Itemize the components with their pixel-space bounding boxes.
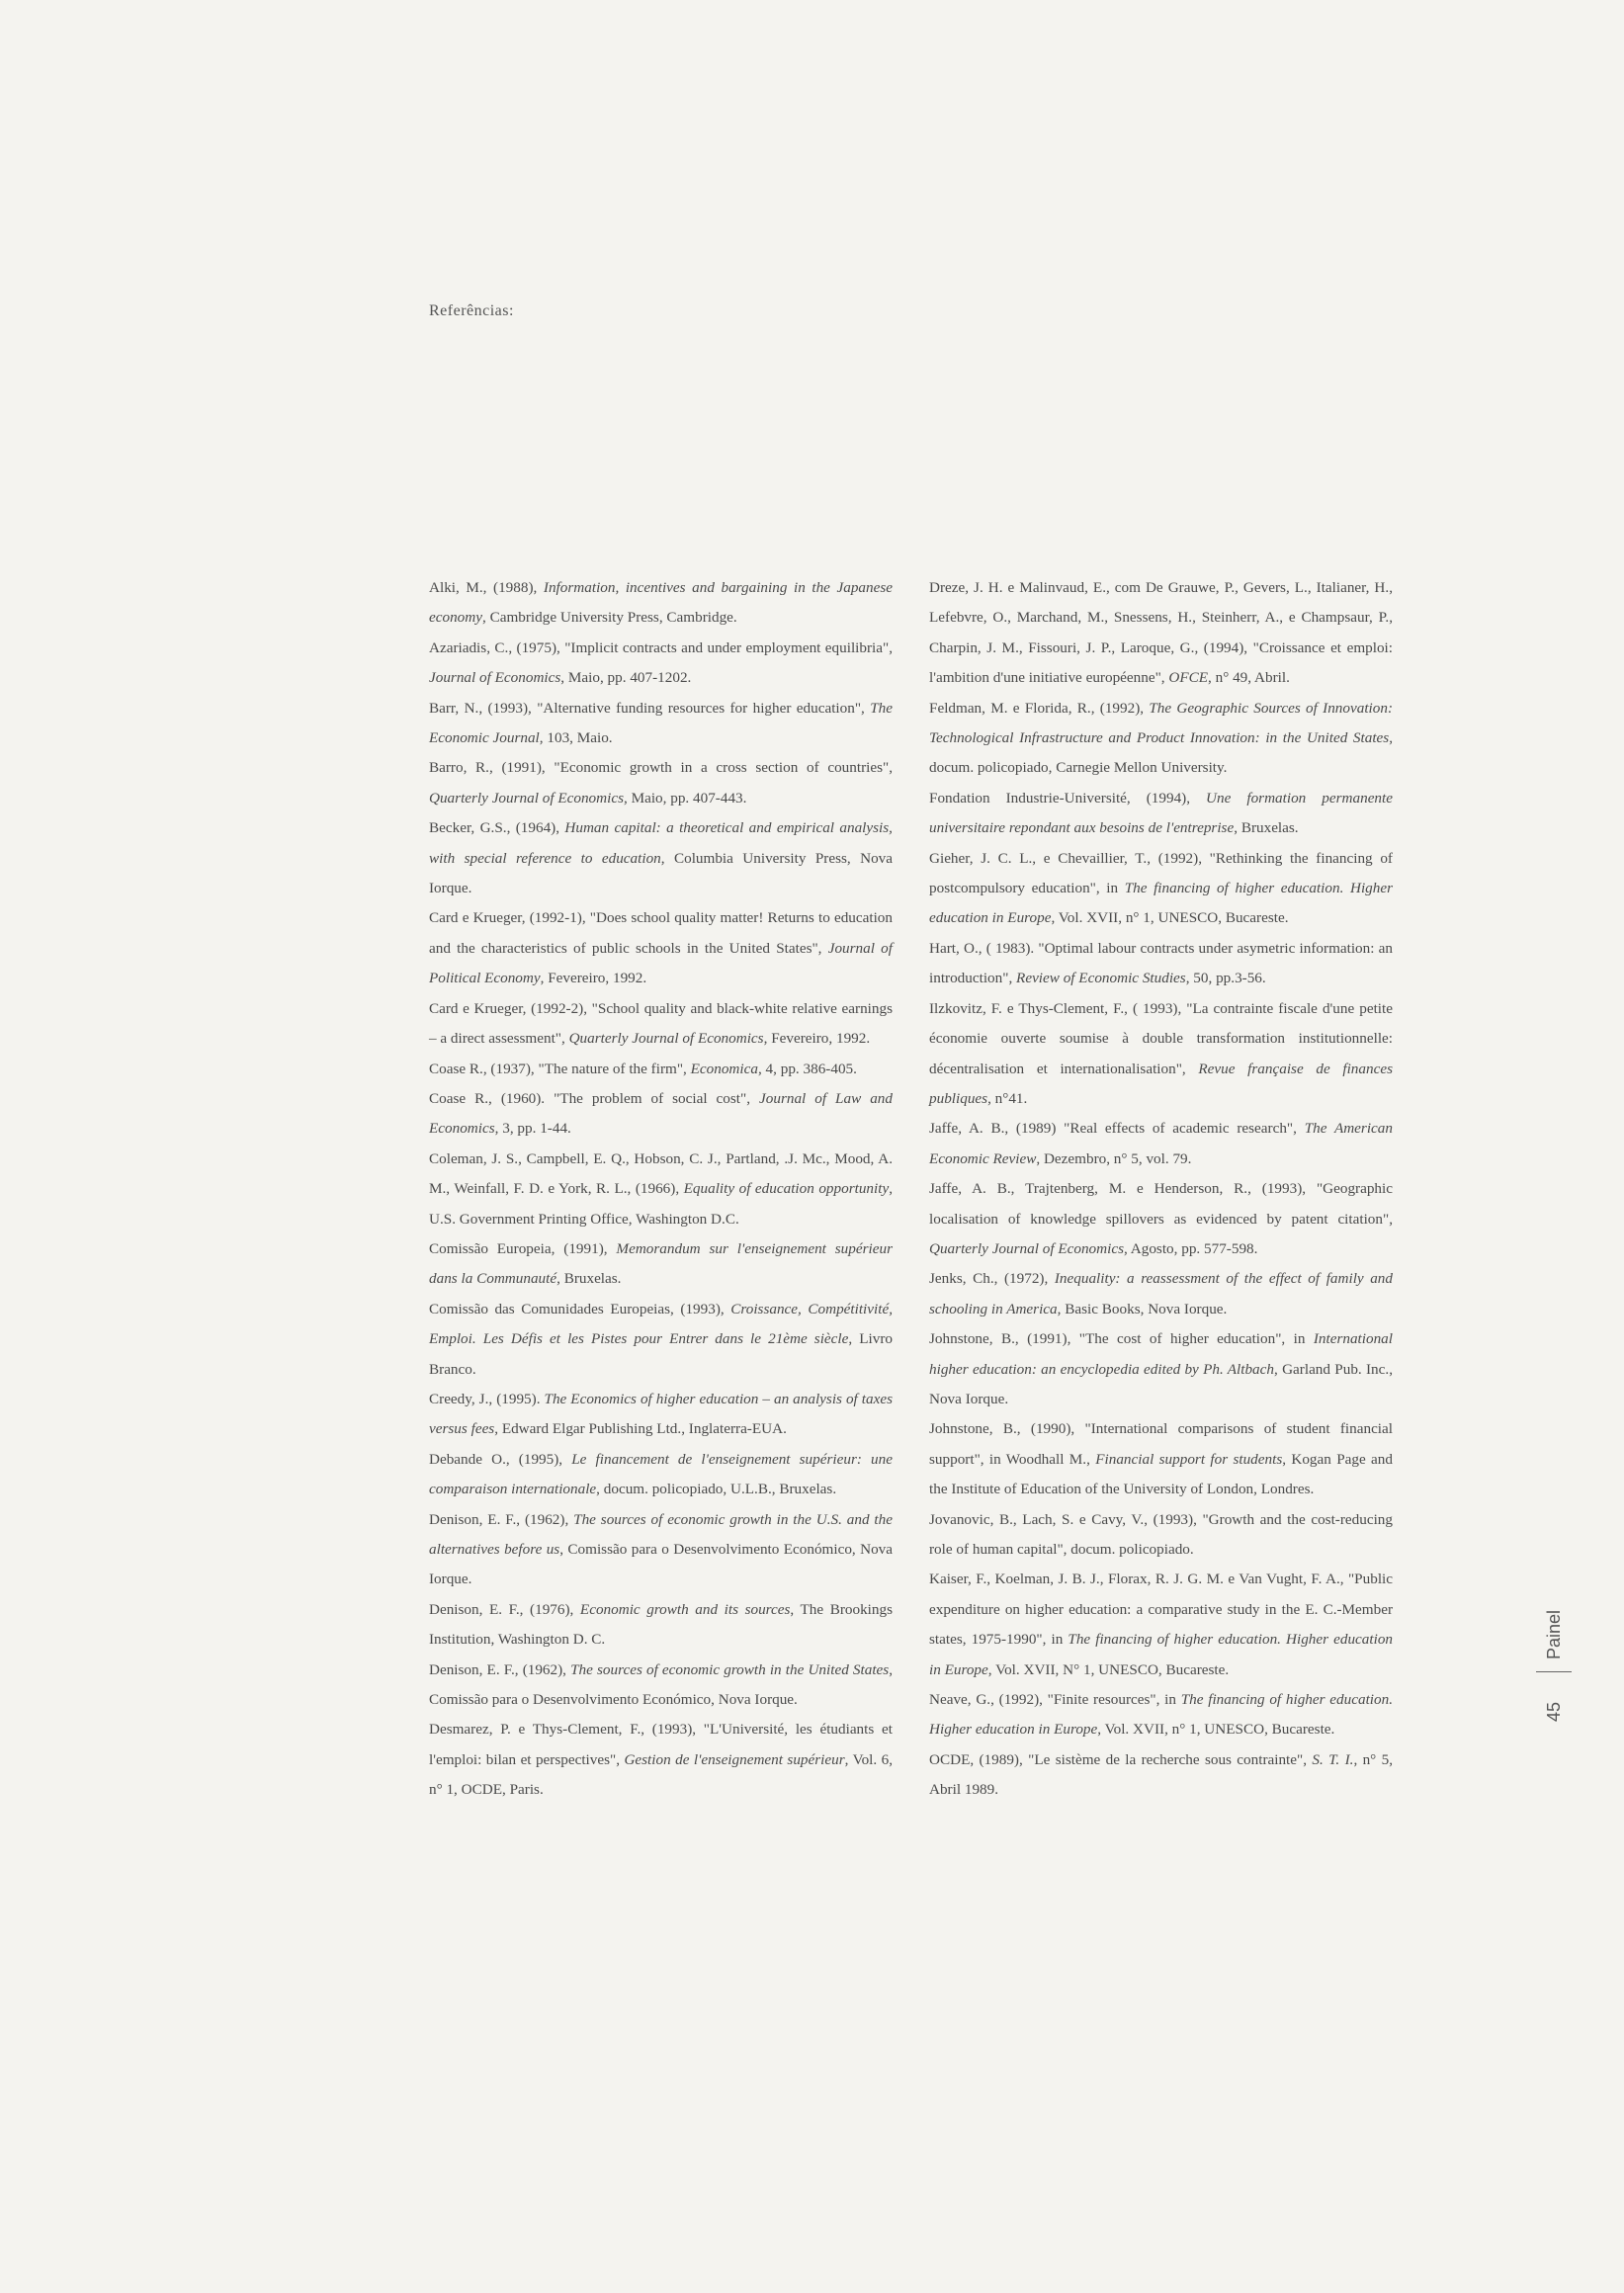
page-number: 45	[1543, 1701, 1564, 1723]
section-label: Painel	[1543, 1609, 1564, 1659]
reference-entry: Coase R., (1960). "The problem of social cost", Journal of Law and Economics, 3, pp. 1-44.	[429, 1089, 893, 1138]
reference-title: The financing of higher education. Higher education in Europe	[929, 1691, 1393, 1739]
reference-entry: Creedy, J., (1995). The Economics of higher education – an analysis of taxes versus fees, Edward Elgar Publishing Ltd., Inglaterra-EUA.	[429, 1390, 894, 1438]
reference-title: Journal of Economics	[429, 669, 561, 687]
reference-title: Une formation permanente universitaire repondant aux besoins de l'entreprise	[929, 789, 1393, 837]
reference-entry: Jaffe, A. B., Trajtenberg, M. e Henderson, R., (1993), "Geographic localisation of knowledge spillovers as evidenced by patent citation", Quarterly Journal of Economics, Agosto, pp. 577-598.	[929, 1180, 1393, 1257]
reference-entry: Johnstone, B., (1990), "International comparisons of student financial support", in Woodhall M., Financial support for students, Kogan Page and the Institute of Education of the University of London, Londres.	[929, 1420, 1393, 1498]
reference-entry: Jovanovic, B., Lach, S. e Cavy, V., (1993), "Growth and the cost-reducing role of human capital", docum. policopiado.	[929, 1510, 1393, 1558]
reference-title: Gestion de l'enseignement supérieur	[624, 1750, 845, 1768]
side-divider	[1536, 1671, 1572, 1672]
reference-entry: Hart, O., ( 1983). "Optimal labour contracts under asymetric information: an introduction", Review of Economic Studies, 50, pp.3-56.	[929, 939, 1393, 987]
reference-title: The American Economic Review	[929, 1120, 1393, 1167]
reference-entry: Gieher, J. C. L., e Chevaillier, T., (1992), "Rethinking the financing of postcompulsory education", in The financing of higher education. Higher education in Europe, Vol. XVII, n° 1, UNESCO, Bucareste.	[929, 849, 1394, 927]
references-left-column	[429, 573, 893, 1806]
reference-title: Revue française de finances publiques	[929, 1060, 1393, 1107]
reference-title: The sources of economic growth in the U.S. and the alternatives before us	[429, 1510, 893, 1558]
reference-title: Inequality: a reassessment of the effect of family and schooling in America	[929, 1270, 1393, 1317]
reference-title: The sources of economic growth in the United States	[570, 1660, 890, 1678]
reference-entry: Feldman, M. e Florida, R., (1992), The Geographic Sources of Innovation: Technological Infrastructure and Product Innovation: in the United States, docum. policopiado, Carnegie Mellon University.	[929, 699, 1393, 777]
reference-entry: Card e Krueger, (1992-2), "School quality and black-white relative earnings – a direct assessment", Quarterly Journal of Economics, Fevereiro, 1992.	[429, 999, 893, 1048]
reference-entry: Kaiser, F., Koelman, J. B. J., Florax, R. J. G. M. e Van Vught, F. A., "Public expenditure on higher education: a comparative study in the E. C.-Member states, 1975-1990", in The financing of higher education. Higher education in Europe, Vol. XVII, N° 1, UNESCO, Bucareste.	[929, 1571, 1394, 1678]
reference-entry: Johnstone, B., (1991), "The cost of higher education", in International higher education: an encyclopedia edited by Ph. Altbach, Garland Pub. Inc., Nova Iorque.	[929, 1330, 1393, 1407]
reference-entry: Coleman, J. S., Campbell, E. Q., Hobson, C. J., Partland, .J. Mc., Mood, A. M., Weinfall, F. D. e York, R. L., (1966), Equality of education opportunity, U.S. Government Printing Office, Washington D.C.	[429, 1149, 893, 1228]
reference-entry: Denison, E. F., (1976), Economic growth and its sources, The Brookings Institution, Washington D. C.	[429, 1600, 893, 1649]
reference-entry: Comissão das Comunidades Europeias, (1993), Croissance, Compétitivité, Emploi. Les Défis et les Pistes pour Entrer dans le 21ème siècle, Livro Branco.	[429, 1300, 894, 1378]
reference-title: The financing of higher education. Higher education in Europe	[929, 1631, 1394, 1678]
reference-entry: OCDE, (1989), "Le sistème de la recherche sous contrainte", S. T. I., n° 5, Abril 1989.	[929, 1750, 1393, 1799]
reference-title: Memorandum sur l'enseignement supérieur dans la Communauté	[429, 1239, 893, 1288]
reference-entry: Denison, E. F., (1962), The sources of economic growth in the U.S. and the alternatives before us, Comissão para o Desenvolvimento Económico, Nova Iorque.	[429, 1510, 893, 1588]
reference-entry: Fondation Industrie-Université, (1994), Une formation permanente universitaire repondant aux besoins de l'entreprise, Bruxelas.	[929, 789, 1393, 837]
reference-title: Review of Economic Studies	[1016, 970, 1186, 987]
reference-title: S. T. I.	[1312, 1750, 1354, 1768]
reference-title: Economica	[690, 1060, 758, 1077]
reference-entry: Barro, R., (1991), "Economic growth in a cross section of countries", Quarterly Journal of Economics, Maio, pp. 407-443.	[429, 759, 893, 807]
reference-title: Journal of Political Economy	[429, 939, 893, 987]
reference-entry: Jenks, Ch., (1972), Inequality: a reassessment of the effect of family and schooling in America, Basic Books, Nova Iorque.	[929, 1270, 1393, 1317]
reference-entry: Barr, N., (1993), "Alternative funding resources for higher education", The Economic Journal, 103, Maio.	[429, 699, 893, 747]
reference-entry: Azariadis, C., (1975), "Implicit contracts and under employment equilibria", Journal of Economics, Maio, pp. 407-1202.	[429, 638, 893, 687]
reference-title: Croissance, Compétitivité, Emploi. Les Défis et les Pistes pour Entrer dans le 21ème siècle	[429, 1300, 893, 1348]
reference-entry: Debande O., (1995), Le financement de l'enseignement supérieur: une comparaison internationale, docum. policopiado, U.L.B., Bruxelas.	[429, 1450, 893, 1498]
reference-entry: Denison, E. F., (1962), The sources of economic growth in the United States, Comissão para o Desenvolvimento Económico, Nova Iorque.	[429, 1660, 893, 1709]
page-side-label	[1534, 1585, 1613, 1743]
reference-title: Information, incentives and bargaining in the Japanese economy	[429, 579, 894, 627]
reference-title: Journal of Law and Economics	[429, 1089, 893, 1138]
reference-entry: Comissão Europeia, (1991), Memorandum sur l'enseignement supérieur dans la Communauté, Bruxelas.	[429, 1239, 893, 1288]
reference-entry: Jaffe, A. B., (1989) "Real effects of academic research", The American Economic Review, Dezembro, n° 5, vol. 79.	[929, 1120, 1393, 1167]
reference-title: Financial support for students	[1095, 1450, 1283, 1468]
reference-title: The financing of higher education. Higher education in Europe	[929, 880, 1394, 927]
reference-title: Le financement de l'enseignement supérieur: une comparaison internationale	[429, 1450, 893, 1498]
reference-title: Equality of education opportunity	[683, 1180, 890, 1198]
reference-title: Quarterly Journal of Economics	[429, 789, 624, 807]
reference-title: Quarterly Journal of Economics	[568, 1030, 764, 1048]
reference-entry: Neave, G., (1992), "Finite resources", in The financing of higher education. Higher education in Europe, Vol. XVII, n° 1, UNESCO, Bucareste.	[929, 1691, 1393, 1739]
reference-entry: Coase R., (1937), "The nature of the firm", Economica, 4, pp. 386-405.	[429, 1060, 857, 1077]
reference-title: Economic growth and its sources	[579, 1600, 791, 1618]
reference-entry: Alki, M., (1988), Information, incentives and bargaining in the Japanese economy, Cambridge University Press, Cambridge.	[429, 579, 894, 627]
reference-entry: Desmarez, P. e Thys-Clement, F., (1993), "L'Université, les étudiants et l'emploi: bilan et perspectives", Gestion de l'enseignement supérieur, Vol. 6, n° 1, OCDE, Paris.	[429, 1721, 893, 1799]
reference-title: The Economics of higher education – an analysis of taxes versus fees	[429, 1390, 894, 1438]
reference-title: International higher education: an encyclopedia edited by Ph. Altbach	[929, 1330, 1393, 1378]
reference-title: The Geographic Sources of Innovation: Technological Infrastructure and Product Innovation: in the United States	[929, 699, 1393, 747]
reference-title: Human capital: a theoretical and empirical analysis, with special reference to education	[429, 819, 893, 867]
references-heading: Referências:	[429, 302, 514, 319]
references-right-column	[929, 573, 1393, 1806]
reference-title: Quarterly Journal of Economics	[929, 1239, 1124, 1257]
reference-entry: Card e Krueger, (1992-1), "Does school quality matter! Returns to education and the characteristics of public schools in the United States", Journal of Political Economy, Fevereiro, 1992.	[429, 909, 893, 987]
reference-title: The Economic Journal	[429, 699, 893, 747]
reference-entry: Dreze, J. H. e Malinvaud, E., com De Grauwe, P., Gevers, L., Italianer, H., Lefebvre, O., Marchand, M., Snessens, H., Steinherr, A., e Champsaur, P., Charpin, J. M., Fissouri, J. P., Laroque, G., (1994), "Croissance et emploi: l'ambition d'une initiative européenne", OFCE, n° 49, Abril.	[929, 579, 1393, 687]
reference-entry: Becker, G.S., (1964), Human capital: a theoretical and empirical analysis, with special reference to education, Columbia University Press, Nova Iorque.	[429, 819, 893, 897]
reference-entry: Ilzkovitz, F. e Thys-Clement, F., ( 1993), "La contrainte fiscale d'une petite économie ouverte soumise à double transformation institutionnelle: décentralisation et internationalisation", Revue française de finances publiques, n°41.	[929, 999, 1393, 1107]
reference-title: OFCE	[1168, 669, 1209, 687]
